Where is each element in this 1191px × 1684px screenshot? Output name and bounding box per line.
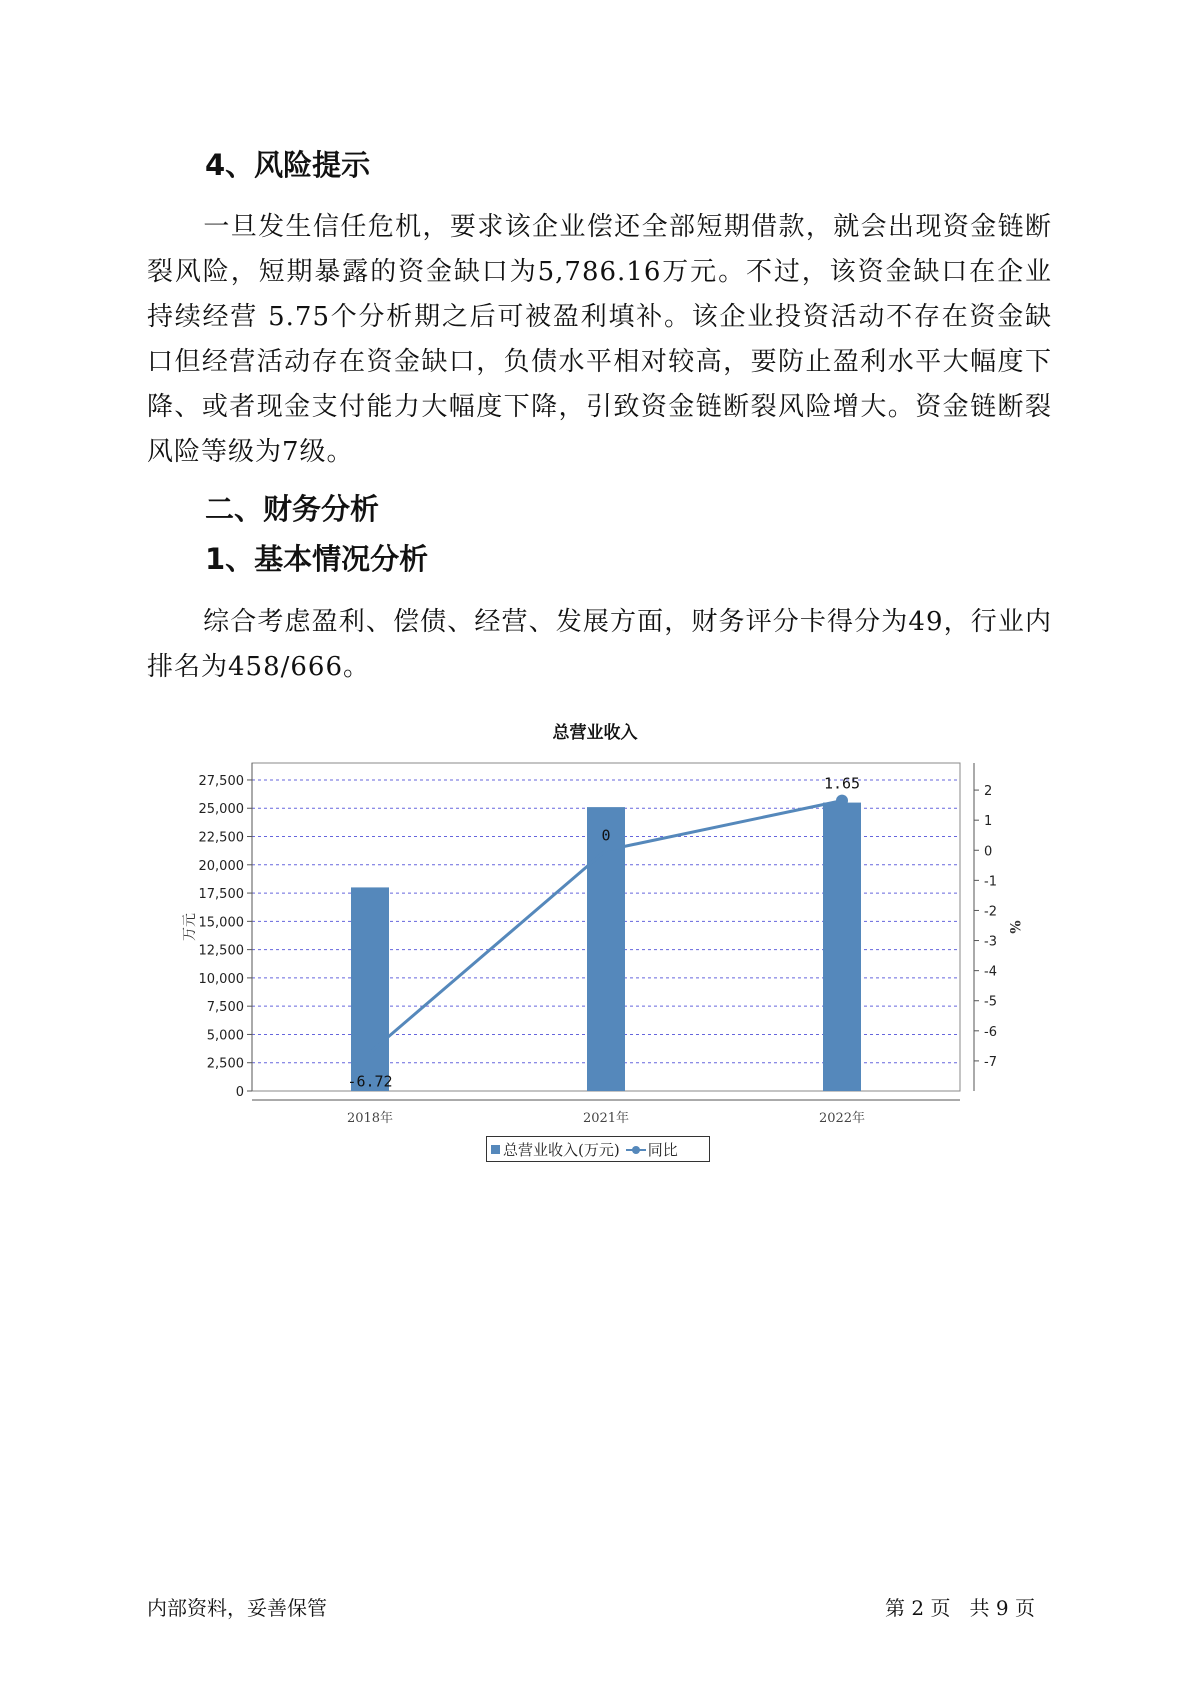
risk-text: 一旦发生信任危机，要求该企业偿还全部短期借款，就会出现资金链断裂风险，短期暴露的资金缺口为5,786.16万元。不过，该资金缺口在企业持续经营 5.75个分析期之后可被盈利填补。该企业投资活动不存在资金缺口但经营活动存在资金缺口，负债水平相对较高，要防止盈利水平大幅度下降、或者现金支付能力大幅度下降，引致资金链断裂风险增大。资金链断裂风险等级为7级。 — [147, 212, 1052, 467]
left-tick-label: 20,000 — [198, 858, 244, 874]
finance-heading: 二、财务分析 — [205, 492, 380, 526]
right-tick-label: -6 — [984, 1024, 997, 1040]
right-tick-label: -4 — [984, 964, 997, 980]
x-tick-label: 2022年 — [818, 1111, 866, 1126]
right-tick-label: -5 — [984, 994, 997, 1010]
left-tick-label: 5,000 — [206, 1028, 244, 1044]
yoy-data-label: -6.72 — [347, 1072, 393, 1091]
legend-bar-label: 总营业收入(万元) — [503, 1140, 620, 1159]
left-tick-label: 22,500 — [198, 830, 244, 846]
basic-heading: 1、基本情况分析 — [205, 542, 429, 576]
x-tick-label: 2018年 — [346, 1111, 394, 1126]
chart-legend — [486, 1136, 710, 1162]
legend-bar-swatch — [491, 1145, 500, 1154]
yoy-point — [836, 795, 848, 807]
right-tick-label: -3 — [984, 934, 997, 950]
right-tick-label: -1 — [984, 874, 997, 890]
left-tick-label: 7,500 — [206, 1000, 244, 1016]
right-tick-label: 1 — [984, 814, 993, 830]
left-tick-label: 2,500 — [206, 1056, 244, 1072]
right-tick-label: 0 — [984, 844, 993, 860]
left-tick-label: 17,500 — [198, 887, 244, 903]
right-tick-label: -7 — [984, 1054, 997, 1070]
right-tick-label: 2 — [984, 784, 993, 800]
right-tick-label: -2 — [984, 904, 997, 920]
left-tick-label: 0 — [235, 1085, 244, 1100]
footer-page-number: 第 2 页 共 9 页 — [885, 1596, 1035, 1620]
chart-title: 总营业收入 — [552, 723, 638, 743]
legend-line-label: 同比 — [647, 1140, 678, 1159]
left-tick-label: 12,500 — [198, 943, 244, 959]
risk-heading: 4、风险提示 — [205, 148, 371, 182]
right-axis-title: % — [1006, 920, 1022, 934]
basic-text: 综合考虑盈利、偿债、经营、发展方面，财务评分卡得分为49，行业内排名为458/666。 — [147, 607, 1052, 682]
bar — [351, 887, 389, 1091]
bar — [823, 803, 861, 1091]
legend-line-swatch — [626, 1145, 646, 1154]
footer-confidential: 内部资料，妥善保管 — [147, 1596, 327, 1620]
x-tick-label: 2021年 — [582, 1111, 630, 1126]
left-tick-label: 25,000 — [198, 802, 244, 818]
yoy-data-label: 1.65 — [823, 774, 861, 793]
yoy-data-label: 0 — [601, 826, 611, 845]
left-axis-title: 万元 — [182, 913, 198, 941]
left-tick-label: 27,500 — [198, 773, 244, 789]
left-tick-label: 15,000 — [198, 915, 244, 931]
left-tick-label: 10,000 — [198, 971, 244, 987]
